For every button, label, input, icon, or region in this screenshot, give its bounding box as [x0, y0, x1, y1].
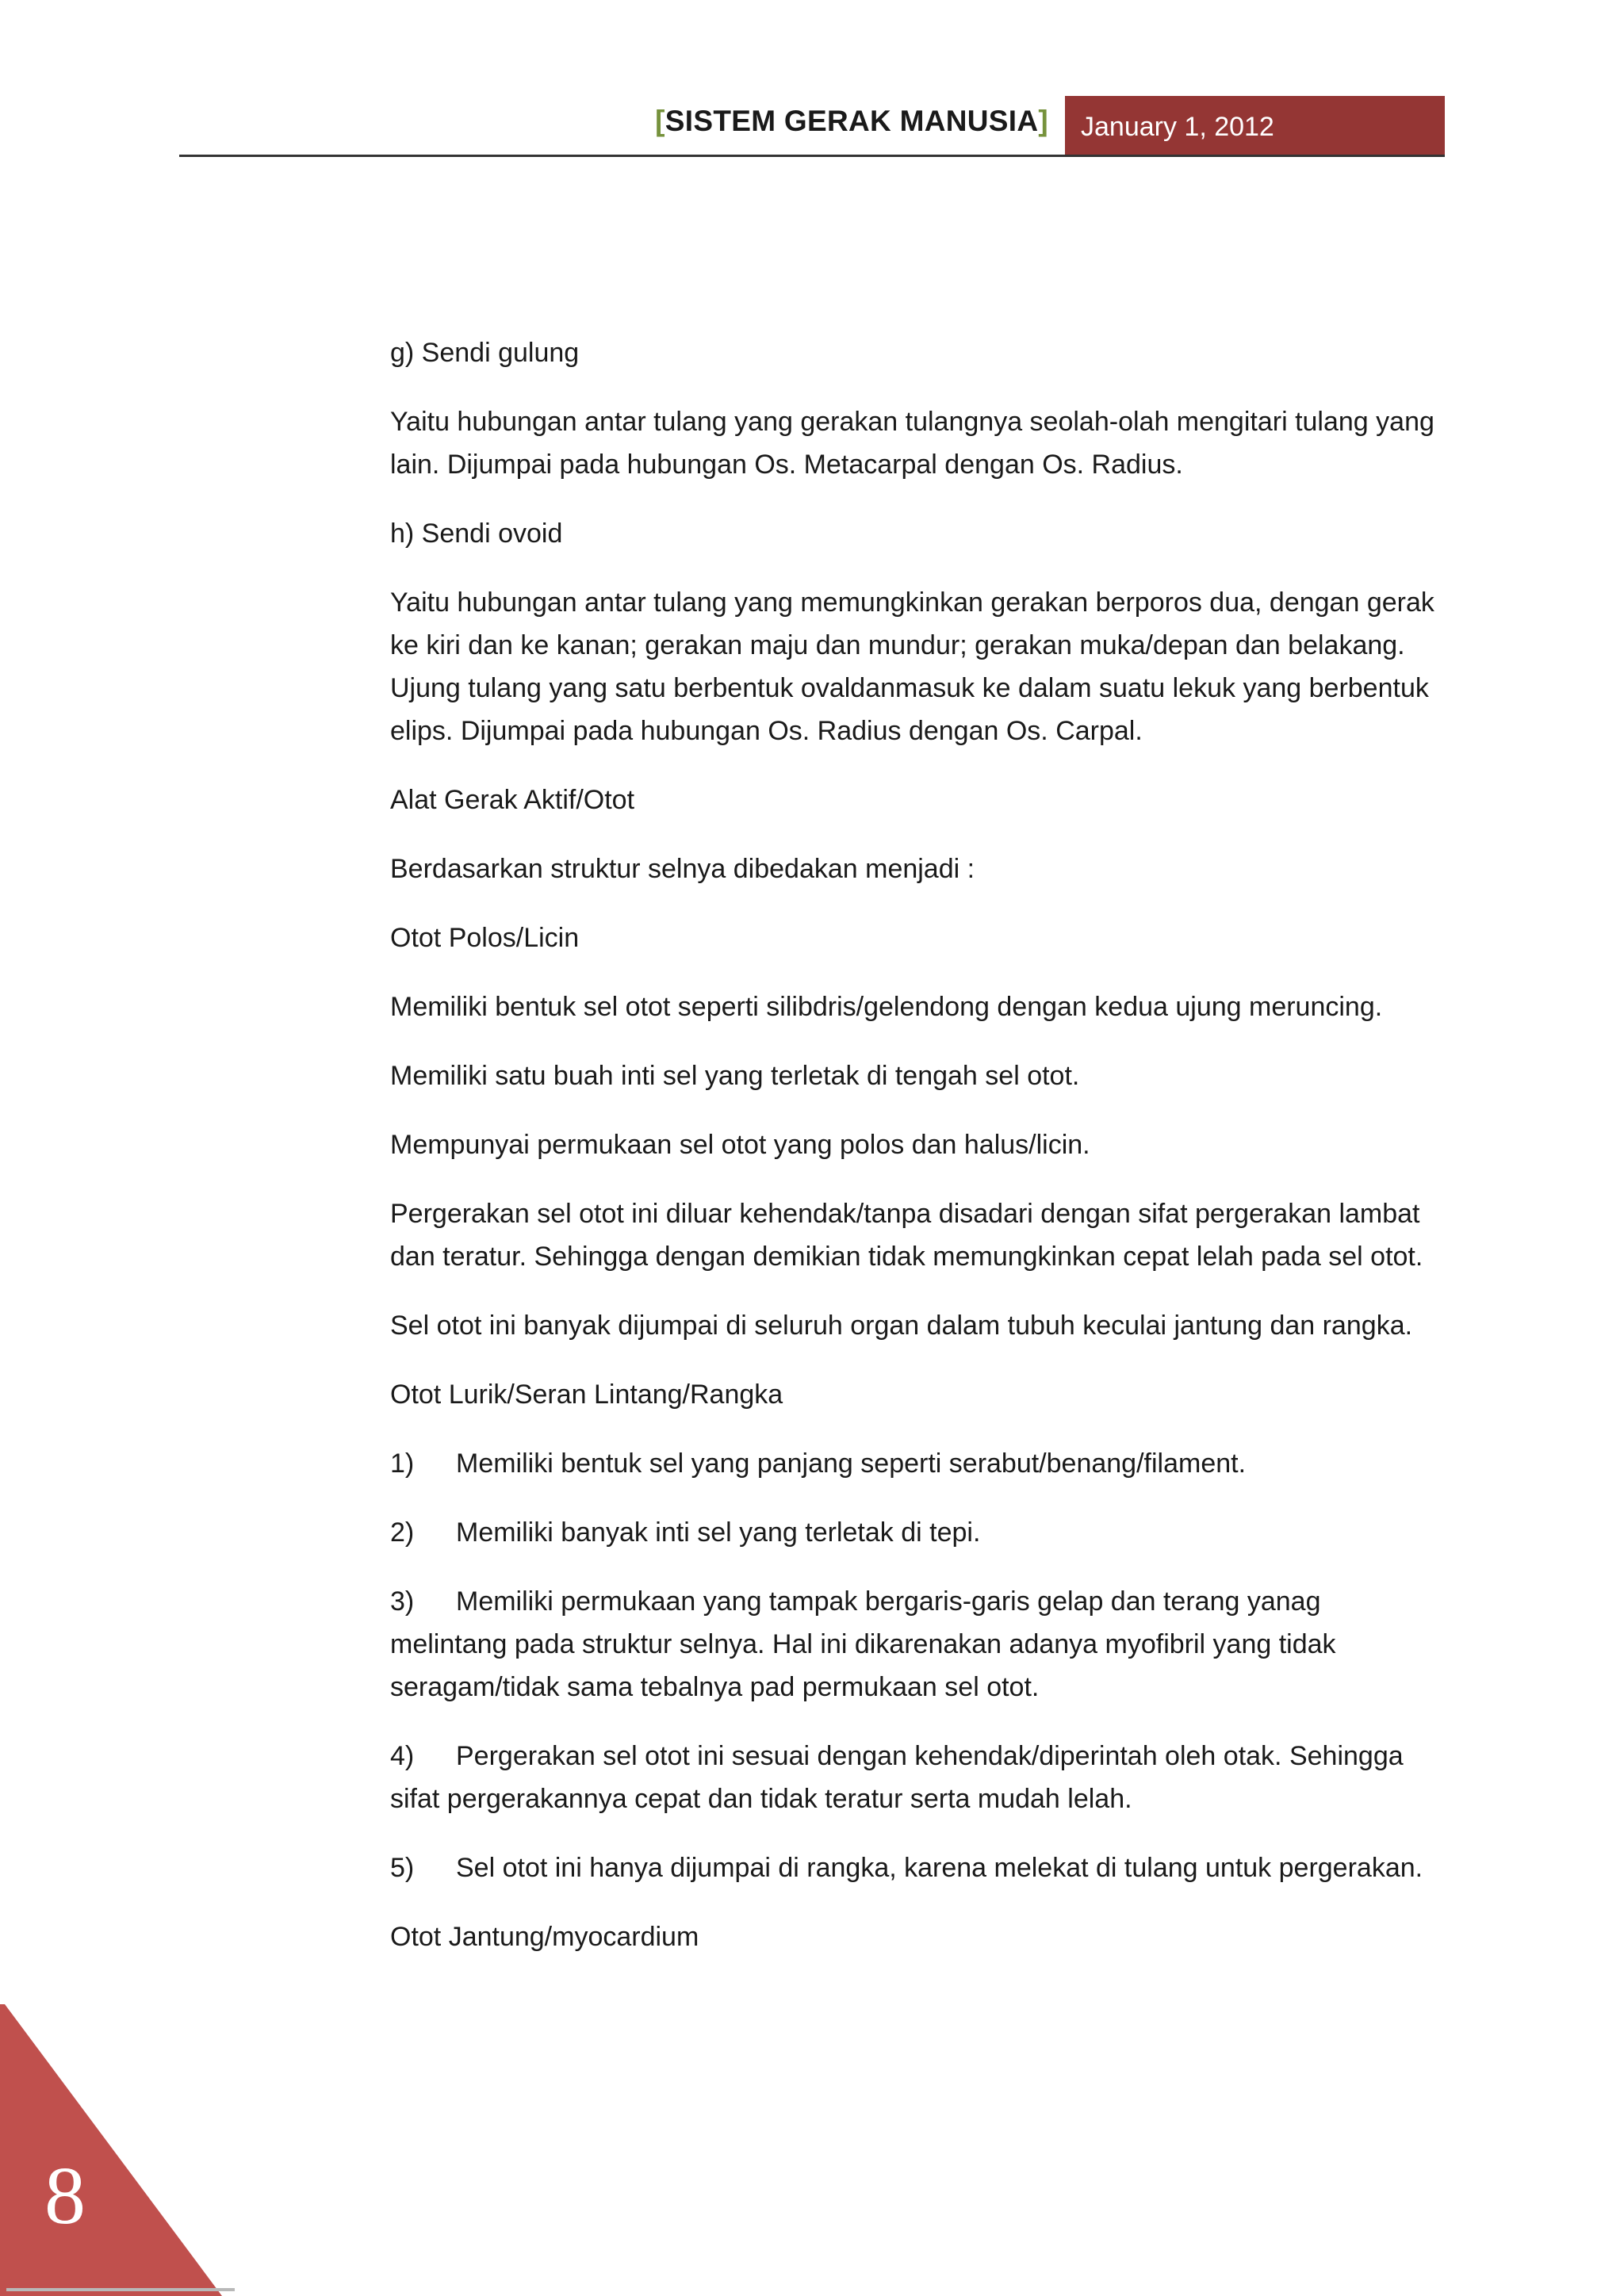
title-bracket-close: ]	[1038, 105, 1048, 137]
numbered-item	[390, 1580, 1445, 1709]
paragraph: h) Sendi ovoid	[390, 519, 563, 549]
paragraph: Yaitu hubungan antar tulang yang gerakan tulangnya seolah-olah mengitari tulang yang lain. Dijumpai pada hubungan Os. Metacarpal dengan Os. Radius.	[390, 407, 1434, 480]
paragraph: g) Sendi gulung	[390, 338, 580, 368]
page-corner-triangle	[0, 2004, 238, 2296]
numbered-item	[390, 1511, 1445, 1554]
header-divider	[179, 155, 1445, 157]
paragraph: Pergerakan sel otot ini diluar kehendak/tanpa disadari dengan sifat pergerakan lambat dan teratur. Sehingga dengan demikian tidak memungkinkan cepat lelah pada sel otot.	[390, 1199, 1423, 1272]
section-heading: Alat Gerak Aktif/Otot	[390, 785, 635, 815]
numbered-item	[390, 1442, 1445, 1485]
date-banner	[1065, 96, 1445, 157]
numbered-item	[390, 1735, 1445, 1820]
paragraph: Berdasarkan struktur selnya dibedakan menjadi :	[390, 854, 975, 884]
title-text: SISTEM GERAK MANUSIA	[665, 105, 1039, 137]
item-text: Sel otot ini hanya dijumpai di rangka, karena melekat di tulang untuk pergerakan.	[456, 1853, 1423, 1883]
item-number: 3)	[390, 1586, 415, 1617]
title-bracket-open: [	[655, 105, 665, 137]
paragraph: Memiliki satu buah inti sel yang terletak di tengah sel otot.	[390, 1061, 1080, 1091]
item-text: Memiliki bentuk sel yang panjang seperti serabut/benang/filament.	[456, 1448, 1247, 1479]
subsection-heading: Otot Polos/Licin	[390, 923, 580, 953]
paragraph: Mempunyai permukaan sel otot yang polos dan halus/licin.	[390, 1130, 1090, 1160]
item-number: 4)	[390, 1741, 415, 1771]
document-date: January 1, 2012	[1081, 112, 1274, 142]
item-number: 2)	[390, 1517, 415, 1548]
numbered-item	[390, 1846, 1445, 1889]
page-header	[0, 0, 1624, 159]
item-text: Memiliki banyak inti sel yang terletak di tepi.	[456, 1517, 981, 1548]
subsection-heading: Otot Jantung/myocardium	[390, 1922, 699, 1952]
item-text: Memiliki permukaan yang tampak bergaris-garis gelap dan terang yanag melintang pada struktur selnya. Hal ini dikarenakan adanya myofibril yang tidak seragam/tidak sama tebalnya pad permukaan sel otot.	[390, 1586, 1336, 1702]
paragraph: Sel otot ini banyak dijumpai di seluruh organ dalam tubuh keculai jantung dan rangka.	[390, 1311, 1413, 1341]
subsection-heading: Otot Lurik/Seran Lintang/Rangka	[390, 1380, 783, 1410]
item-text: Pergerakan sel otot ini sesuai dengan kehendak/diperintah oleh otak. Sehingga sifat pergerakannya cepat dan tidak teratur serta mudah lelah.	[390, 1741, 1404, 1814]
item-number: 5)	[390, 1853, 415, 1883]
document-title	[655, 105, 1048, 138]
paragraph: Memiliki bentuk sel otot seperti silibdris/gelendong dengan kedua ujung meruncing.	[390, 992, 1383, 1022]
document-body	[390, 331, 1445, 1984]
paragraph: Yaitu hubungan antar tulang yang memungkinkan gerakan berporos dua, dengan gerak ke kiri dan ke kanan; gerakan maju dan mundur; gerakan muka/depan dan belakang. Ujung tulang yang satu berbentuk ovaldanmasuk ke dalam suatu lekuk yang berbentuk elips. Dijumpai pada hubungan Os. Radius dengan Os. Carpal.	[390, 587, 1434, 746]
item-number: 1)	[390, 1448, 415, 1479]
page-number: 8	[44, 2150, 86, 2241]
